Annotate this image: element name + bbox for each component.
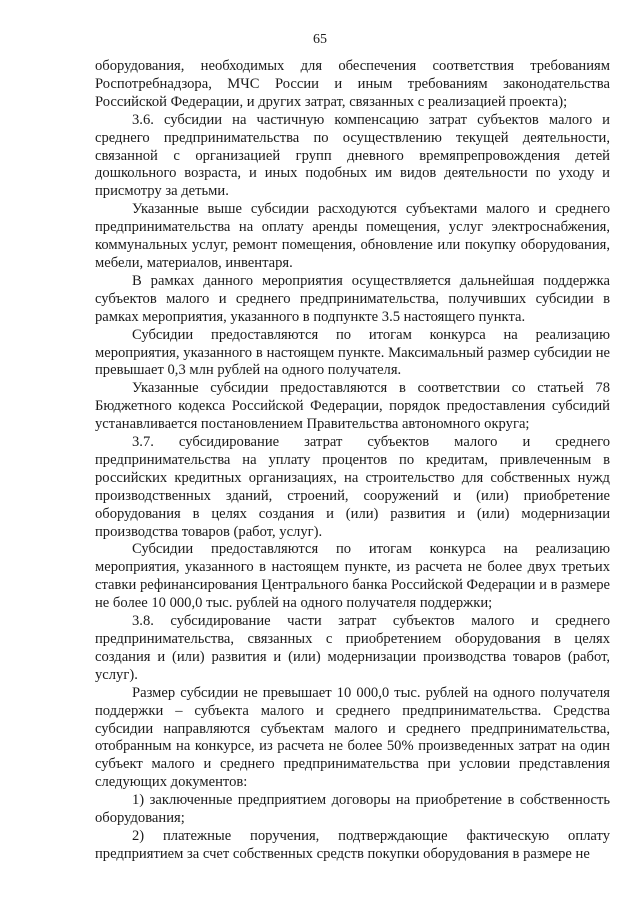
list-item: 2) платежные поручения, подтверждающие фактическую оплату предприятием за счет собственных средств покупки оборудования в размере не [95,827,610,862]
document-body [95,58,610,864]
paragraph: оборудования, необходимых для обеспечения соответствия требованиям Роспотребнадзора, МЧС России и иным требованиям законодательства Российской Федерации, и других затрат, связанных с реализацией проекта); [95,58,610,110]
paragraph: Размер субсидии не превышает 10 000,0 тыс. рублей на одного получателя поддержки – субъекта малого и среднего предпринимательства. Средства субсидии направляются субъектам малого и среднего предпринимательства, отобранным на конкурсе, из расчета не более 50% произведенных затрат на один субъект малого и среднего предпринимательства при условии представления следующих документов: [95,684,610,791]
paragraph: 3.6. субсидии на частичную компенсацию затрат субъектов малого и среднего предпринимательства по осуществлению текущей деятельности, связанной с организацией групп дневного времяпрепровождения детей дошкольного возраста, и иных подобных им видов деятельности по уходу и присмотру за детьми. [95,111,610,200]
paragraph: Указанные субсидии предоставляются в соответствии со статьей 78 Бюджетного кодекса Российской Федерации, порядок предоставления субсидий устанавливается постановлением Правительства автономного округа; [95,380,610,433]
page-number: 65 [313,32,327,47]
paragraph: В рамках данного мероприятия осуществляется дальнейшая поддержка субъектов малого и среднего предпринимательства, получивших субсидии в рамках мероприятия, указанного в подпункте 3.5 настоящего пункта. [95,272,610,325]
paragraph: 3.7. субсидирование затрат субъектов малого и среднего предпринимательства на уплату процентов по кредитам, привлеченным в российских кредитных организациях, на строительство для собственных нужд производственных зданий, строений, сооружений и (или) приобретение оборудования в целях создания и (или) развития и (или) модернизации производства товаров (работ, услуг). [95,434,610,540]
paragraph: Указанные выше субсидии расходуются субъектами малого и среднего предпринимательства на оплату аренды помещения, услуг электроснабжения, коммунальных услуг, ремонт помещения, обновление или покупку оборудования, мебели, материалов, инвентаря. [95,201,610,271]
paragraph: Субсидии предоставляются по итогам конкурса на реализацию мероприятия, указанного в настоящем пункте, из расчета не более двух третьих ставки рефинансирования Центрального банка Российской Федерации и в размере не более 10 000,0 тыс. рублей на одного получателя поддержки; [95,541,610,612]
paragraph: Субсидии предоставляются по итогам конкурса на реализацию мероприятия, указанного в настоящем пункте. Максимальный размер субсидии не превышает 0,3 млн рублей на одного получателя. [95,326,610,379]
list-item: 1) заключенные предприятием договоры на приобретение в собственность оборудования; [95,792,610,827]
paragraph: 3.8. субсидирование части затрат субъектов малого и среднего предпринимательства, связанных с приобретением оборудования в целях создания и (или) развития и (или) модернизации производства товаров (работ, услуг). [95,613,610,683]
